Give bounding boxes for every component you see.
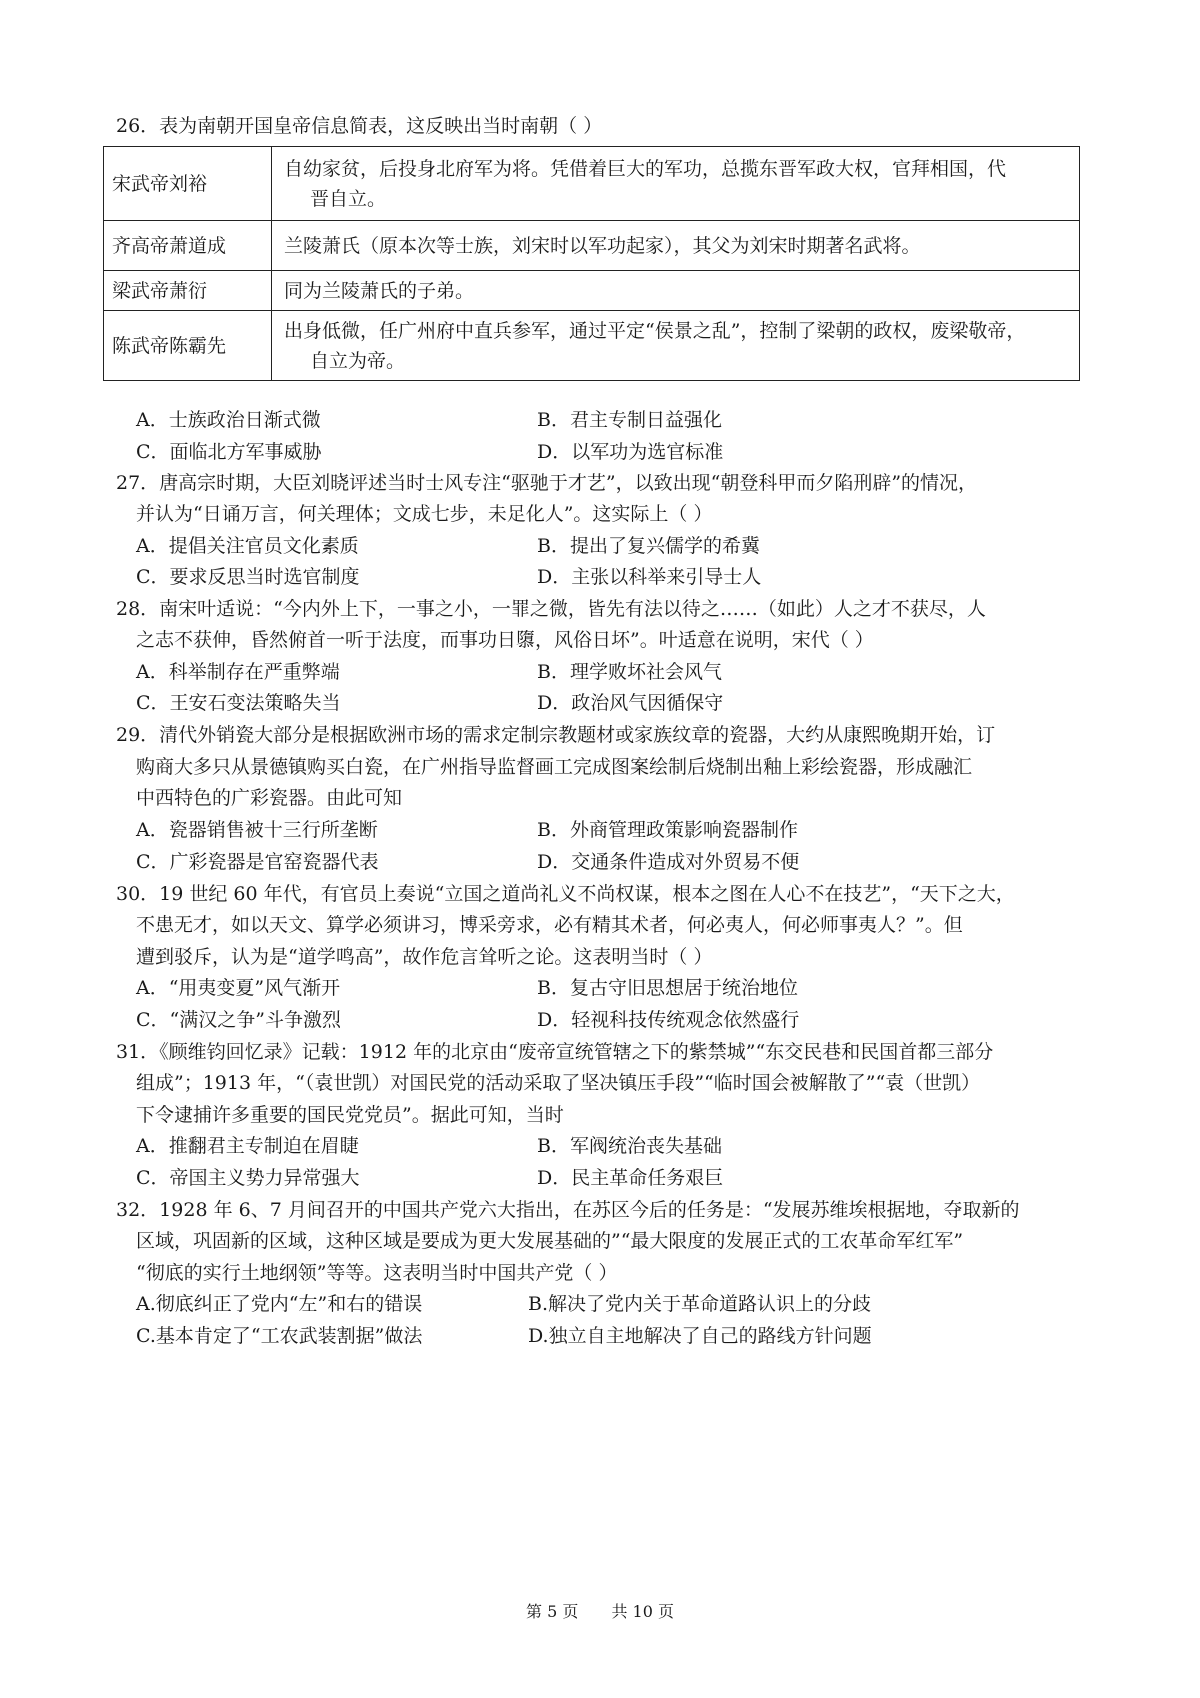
- question-27-line: 27．唐高宗时期，大臣刘晓评述当时士风专注“驱驰于才艺”，以致出现“朝登科甲而夕陷刑辟”的情况，: [116, 472, 978, 494]
- question-29-line: 购商大多只从景德镇购买白瓷，在广州指导监督画工完成图案绘制后烧制出釉上彩绘瓷器，形成融汇: [136, 756, 973, 778]
- option-c: C．帝国主义势力异常强大: [136, 1167, 360, 1189]
- table-cell-desc: [272, 271, 1080, 311]
- desc-line: 自幼家贫，后投身北府军为将。凭借着巨大的军功，总揽东晋军政大权，官拜相国，代: [284, 157, 1007, 180]
- option-a: A．科举制存在严重弊端: [136, 661, 340, 683]
- question-32-line: 区域，巩固新的区域，这种区域是要成为更大发展基础的”“最大限度的发展正式的工农革命军红军”: [136, 1230, 964, 1252]
- page-footer: [0, 1602, 1200, 1622]
- table-cell-name: 齐高帝萧道成: [104, 221, 272, 271]
- table-cell-name: 陈武帝陈霸先: [104, 311, 272, 381]
- option-d: D．以军功为选官标准: [537, 441, 724, 463]
- emperor-info-table: [103, 146, 1080, 381]
- page-total: 共 10 页: [611, 1602, 674, 1621]
- option-c: C．王安石变法策略失当: [136, 692, 341, 714]
- option-a: A．“用夷变夏”风气渐开: [136, 977, 341, 999]
- question-30-line: 不患无才，如以天文、算学必须讲习，博采旁求，必有精其术者，何必夷人，何必师事夷人？”。但: [136, 914, 963, 936]
- option-b: B．提出了复兴儒学的希冀: [537, 535, 760, 557]
- desc-line: 同为兰陵萧氏的子弟。: [284, 279, 475, 302]
- question-32-line: “彻底的实行土地纲领”等等。这表明当时中国共产党（ ）: [136, 1262, 618, 1284]
- question-29-line: 中西特色的广彩瓷器。由此可知: [136, 787, 403, 809]
- option-b: B．君主专制日益强化: [537, 409, 722, 431]
- question-27-line: 并认为“日诵万言，何关理体；文成七步，未足化人”。这实际上（ ）: [136, 503, 713, 525]
- option-a: A.彻底纠正了党内“左”和右的错误: [136, 1293, 423, 1315]
- question-26-stem: 26．表为南朝开国皇帝信息简表，这反映出当时南朝（ ）: [116, 115, 603, 137]
- question-30-line: 30．19 世纪 60 年代，有官员上奏说“立国之道尚礼义不尚权谋，根本之图在人心不在技艺”，“天下之大，: [116, 883, 1015, 905]
- option-d: D.独立自主地解决了自己的路线方针问题: [528, 1325, 872, 1347]
- option-b: B．外商管理政策影响瓷器制作: [537, 819, 798, 841]
- question-32-line: 32．1928 年 6、7 月间召开的中国共产党六大指出，在苏区今后的任务是：“发展苏维埃根据地，夺取新的: [116, 1199, 1020, 1221]
- option-b: B.解决了党内关于革命道路认识上的分歧: [528, 1293, 872, 1315]
- option-c: C.基本肯定了“工农武装割据”做法: [136, 1325, 423, 1347]
- option-b: B．复古守旧思想居于统治地位: [537, 977, 798, 999]
- option-c: C．要求反思当时选官制度: [136, 566, 360, 588]
- question-30-line: 遭到驳斥，认为是“道学鸣高”，故作危言耸听之论。这表明当时（ ）: [136, 946, 713, 968]
- question-29-line: 29．清代外销瓷大部分是根据欧洲市场的需求定制宗教题材或家族纹章的瓷器，大约从康熙晚期开始，订: [116, 724, 996, 746]
- table-row: [104, 311, 1080, 381]
- option-a: A．推翻君主专制迫在眉睫: [136, 1135, 359, 1157]
- table-cell-desc: [272, 221, 1080, 271]
- option-b: B．军阀统治丧失基础: [537, 1135, 722, 1157]
- option-a: A．提倡关注官员文化素质: [136, 535, 359, 557]
- page-number: 第 5 页: [526, 1602, 579, 1621]
- option-d: D．轻视科技传统观念依然盛行: [537, 1009, 800, 1031]
- table-row: [104, 147, 1080, 221]
- table-cell-desc: [272, 147, 1080, 221]
- option-d: D．政治风气因循保守: [537, 692, 724, 714]
- option-d: D．主张以科举来引导士人: [537, 566, 762, 588]
- option-a: A．瓷器销售被十三行所垄断: [136, 819, 378, 841]
- desc-line: 出身低微，任广州府中直兵参军，通过平定“侯景之乱”，控制了梁朝的政权，废梁敬帝，: [284, 319, 1026, 342]
- desc-line-cont: 晋自立。: [310, 187, 387, 210]
- question-28-line: 之志不获伸，昏然俯首一听于法度，而事功日隳，风俗日坏”。叶适意在说明，宋代（ ）: [136, 629, 874, 651]
- table-row: [104, 221, 1080, 271]
- option-c: C．面临北方军事威胁: [136, 441, 322, 463]
- table-row: [104, 271, 1080, 311]
- question-31-line: 31．《顾维钧回忆录》记载：1912 年的北京由“废帝宣统管辖之下的紫禁城”“东交民巷和民国首都三部分: [116, 1041, 994, 1063]
- desc-line-cont: 自立为帝。: [310, 349, 406, 372]
- table-cell-desc: [272, 311, 1080, 381]
- option-d: D．交通条件造成对外贸易不便: [537, 851, 800, 873]
- option-d: D．民主革命任务艰巨: [537, 1167, 724, 1189]
- table-cell-name: 宋武帝刘裕: [104, 147, 272, 221]
- question-31-line: 组成”；1913 年，“（袁世凯）对国民党的活动采取了坚决镇压手段”“临时国会被解散了”“袁（世凯）: [136, 1072, 981, 1094]
- option-b: B．理学败坏社会风气: [537, 661, 722, 683]
- option-c: C．广彩瓷器是官窑瓷器代表: [136, 851, 379, 873]
- option-c: C．“满汉之争”斗争激烈: [136, 1009, 341, 1031]
- question-31-line: 下令逮捕许多重要的国民党党员”。据此可知，当时: [136, 1104, 564, 1126]
- desc-line: 兰陵萧氏（原本次等士族，刘宋时以军功起家），其父为刘宋时期著名武将。: [284, 234, 921, 257]
- option-a: A．士族政治日渐式微: [136, 409, 321, 431]
- question-28-line: 28．南宋叶适说：“今内外上下，一事之小，一罪之微，皆先有法以待之……（如此）人之才不获尽，人: [116, 598, 986, 620]
- table-cell-name: 梁武帝萧衍: [104, 271, 272, 311]
